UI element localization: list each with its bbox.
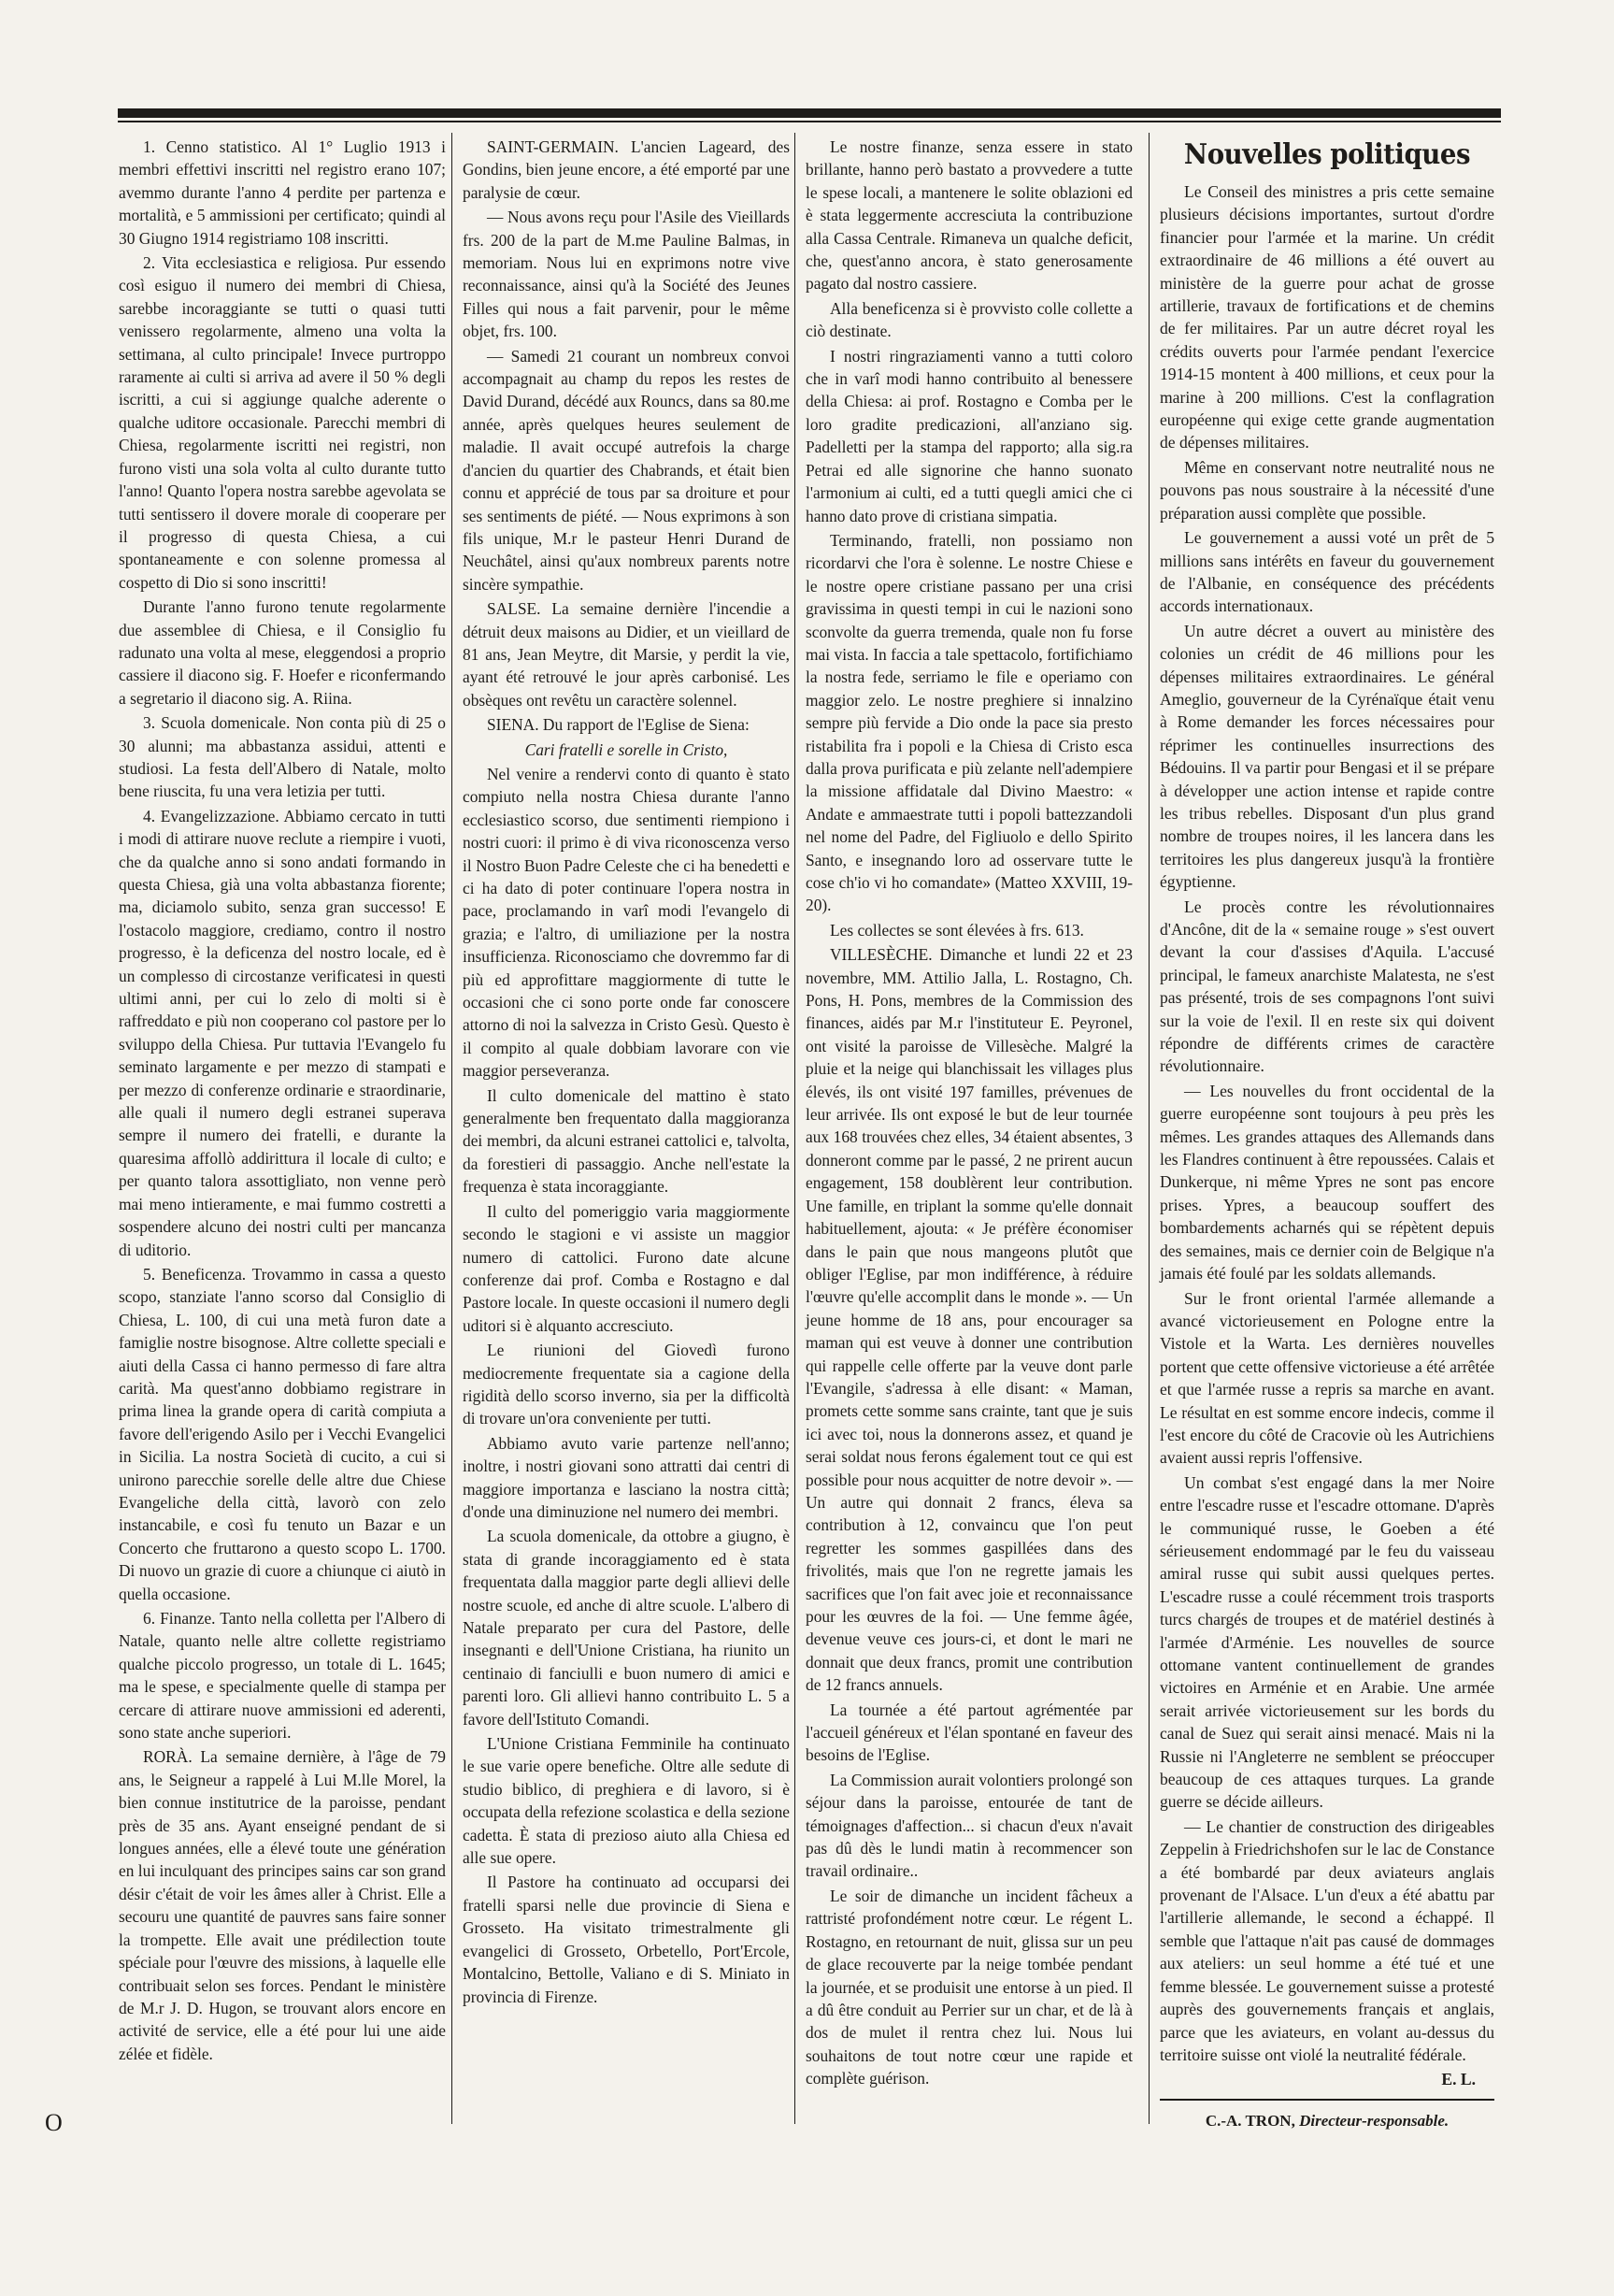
- salutation: Cari fratelli e sorelle in Cristo,: [524, 739, 728, 759]
- paragraph: 1. Cenno statistico. Al 1° Luglio 1913 i membri effettivi inscritti nel registro erano 107; avemmo durante l'anno 4 perdite per partenza e mortalità, e 5 ammissioni per certificato; quindi al 30 Giugno 1914 registriamo 108 inscritti.: [119, 137, 446, 248]
- paragraph: Il culto domenicale del mattino è stato generalmente ben frequentato dalla maggioranza dei membri, da alcuni estranei cattolici e, talvolta, da forestieri di passaggio. Anche nell'estate la frequenza è stata incoraggiante.: [463, 1085, 790, 1197]
- paragraph: Le soir de dimanche un incident fâcheux a rattristé profondément notre cœur. Le régent L. Rostagno, en retournant de nuit, glissa sur un peu de glace recouverte par la neige tombée pendant la journée, et se produisit une entorse à un pied. Il a dû être conduit au Perrier sur un char, et de là à dos de mulet il rentra chez lui. Nous lui souhaitons de tout notre cœur une rapide et complète guérison.: [806, 1886, 1133, 2088]
- paragraph: Un autre décret a ouvert au ministère des colonies un crédit de 46 millions pour les dépenses militaires extraordinaires. Le général Ameglio, gouverneur de la Cyrénaïque était venu à Rome demander les forces nécessaires pour réprimer les continuelles insurrections des Bédouins. Il va partir pour Bengasi et il se prépare à développer une action intense et rapide contre les tribus rebelles. Disposant d'un plus grand nombre de troupes noires, il les lancera dans les territoires les plus dangereux jusqu'à la frontière égyptienne.: [1160, 621, 1494, 892]
- paragraph: — Le chantier de construction des dirigeables Zeppelin à Friedrichshofen sur le lac de Constance a été bombardé par deux aviateurs anglais provenant de l'Alsace. L'un d'eux a été abattu par l'artillerie allemande, le second a échappé. Il semble que l'attaque n'ait pas causé de dommages aux ateliers: un seul homme a été tué et une femme blessée. Le gouvernement suisse a protesté auprès des gouvernements français et anglais, parce que les aviateurs, en volant au-dessus du territoire suisse ont violé la neutralité fédérale.: [1160, 1816, 1494, 2064]
- paragraph: — Nous avons reçu pour l'Asile des Vieillards frs. 200 de la part de M.me Pauline Balmas, in memoriam. Nous lui en exprimons notre vive reconnaissance, ainsi qu'à la Société des Jeunes Filles qui nous a fait parvenir, pour le même objet, frs. 100.: [463, 208, 790, 341]
- column-4: [1160, 136, 1494, 2132]
- top-rule: [118, 108, 1501, 118]
- paragraph: Sur le front oriental l'armée allemande a avancé victorieusement en Pologne entre la Vistole et la Warta. Les dernières nouvelles portent que cette offensive victorieuse a été arrêtée et que l'armée russe a repris sa marche en avant. Le résultat en est somme encore indecis, comme il l'est encore du côté de Cracovie où les Autrichiens avaient aussi repris l'offensive.: [1160, 1288, 1494, 1468]
- column-2: [463, 136, 790, 2010]
- paragraph: SIENA. Du rapport de l'Eglise de Siena:: [487, 715, 750, 735]
- paragraph: — Samedi 21 courant un nombreux convoi accompagnait au champ du repos les restes de David Durand, décédé aux Rouncs, dans sa 80.me année, après quelques heures seulement de maladie. Il avait occupé autrefois la charge d'ancien du quartier des Chabrands, et était bien connu et apprécié de tous par sa droiture et pour ses sentiments de piété. — Nous exprimons à son fils unique, M.r le pasteur Henri Durand de Neuchâtel, ainsi qu'aux nombreux parents notre sincère sympathie.: [463, 346, 790, 594]
- section-title: Nouvelles politiques: [1183, 138, 1471, 171]
- paragraph: I nostri ringraziamenti vanno a tutti coloro che in varî modi hanno contribuito al benessere della Chiesa: ai prof. Rostagno e Comba per le loro gradite predicazioni, all'anziano sig. Padelletti per la stampa del rapporto; alla sig.ra Petrai ed alle signorine che hanno suonato l'armonium ai culti, ed a tutti quegli amici che ci hanno dato prove di cristiana simpatia.: [806, 346, 1133, 525]
- paragraph: — Les nouvelles du front occidental de la guerre européenne sont toujours à peu près les mêmes. Les grandes attaques des Allemands dans les Flandres continuent à être repoussées. Calais et Dunkerque, ni même Ypres ne sont pas encore prises. Ypres, a beaucoup souffert des bombardements acharnés qui se répètent depuis des semaines, mais ce dernier coin de Belgique n'a jamais été foulé par les soldats allemands.: [1160, 1081, 1494, 1284]
- paragraph: Nel venire a rendervi conto di quanto è stato compiuto nella nostra Chiesa durante l'anno ecclesiastico scorso, due sentimenti riempiono i nostri cuori: il primo è di viva riconoscenza verso il Nostro Buon Padre Celeste che ci ha benedetti e ci ha dato di poter continuare l'opera nostra in pace, proclamando in varî modi l'evangelo di grazia; e l'altro, di umiliazione per la nostra insufficienza. Riconosciamo che dovremmo far di più ed approfittare maggiormente di tutte le occasioni che ci sono porte onde far conoscere attorno di noi la salvezza in Cristo Gesù. Questo è il compito al quale dobbiam lavorare con vie maggior perseveranza.: [463, 764, 790, 1081]
- paragraph: 3. Scuola domenicale. Non conta più di 25 o 30 alunni; ma abbastanza assidui, attenti e studiosi. La festa dell'Albero di Natale, molto bene riuscita, fu una vera letizia per tutti.: [119, 713, 446, 801]
- column-divider: [794, 133, 795, 2124]
- column-3: [806, 136, 1133, 2092]
- paragraph: 6. Finanze. Tanto nella colletta per l'Albero di Natale, quanto nelle altre collette registriamo qualche piccolo progresso, un totale di L. 1645; ma le spese, e specialmente quelle di stampa per cercare di attirare nuove ammissioni ed aderenti, sono state anche superiori.: [119, 1609, 446, 1743]
- paragraph: SALSE. La semaine dernière l'incendie a détruit deux maisons au Didier, et un vieillard de 81 ans, Jean Meytre, dit Marsie, y perdit la vie, ayant été retrouvé le jour après carbonisé. Les obsèques ont revêtu un caractère solennel.: [463, 599, 790, 710]
- editor-role: Directeur-responsable.: [1299, 2111, 1450, 2130]
- paragraph: Il culto del pomeriggio varia maggiormente secondo le stagioni e vi assiste un maggior numero di cattolici. Furono date alcune conferenze dai prof. Comba e Rostagno e dal Pastore locale. In queste occasioni il numero degli uditori si è alquanto accresciuto.: [463, 1201, 790, 1335]
- paragraph: La Commission aurait volontiers prolongé son séjour dans la paroisse, entourée de tant de témoignages d'affection... si chacun d'eux n'avait pas dû dès le lundi matin à recommencer son travail ordinaire..: [806, 1770, 1133, 1881]
- editor-name: C.-A. TRON,: [1205, 2111, 1295, 2130]
- stray-mark: O: [45, 2109, 63, 2136]
- paragraph: 5. Beneficenza. Trovammo in cassa a questo scopo, stanziate l'anno scorso dal Consiglio di Chiesa, L. 100, di cui una metà furon date a famiglie nostre bisognose. Altre collette speciali e aiuti della Cassa ci hanno permesso di fare altra carità. Ma quest'anno dobbiamo registrare in prima linea la grande opera di carità compiuta a favore dell'erigendo Asilo per i Vecchi Evangelici in Sicilia. La nostra Società di cucito, a cui si unirono parecchie sorelle delle altre due Chiese Evangeliche della città, lavorò con zelo instancabile, e così fu tenuto un Bazar e un Concerto che fruttarono a questo scopo L. 1700. Di nuovo un grazie di cuore a chiunque ci aiutò in quella occasione.: [119, 1264, 446, 1603]
- paragraph: RORÀ. La semaine dernière, à l'âge de 79 ans, le Seigneur a rappelé à Lui M.lle Morel, la bien connue institutrice de la paroisse, pendant près de 35 ans. Ayant enseigné pendant de si longues années, elle a élevé toute une génération en lui inculquant des principes sains car son grand désir c'était de voir les âmes aller à Christ. Elle a secouru une quantité de pauvres sans faire sonner la trompette. Elle avait une prédilection toute spéciale pour l'œuvre des missions, à laquelle elle contribuait selon ses forces. Pendant le ministère de M.r J. D. Hugon, se trouvant alors encore en activité de service, elle a été pour lui une aide zélée et fidèle.: [119, 1747, 446, 2063]
- paragraph: Le nostre finanze, senza essere in stato brillante, hanno però bastato a provvedere a tutte le spese locali, a mantenere le solite oblazioni ed è stata leggermente accresciuta la contribuzione alla Cassa Centrale. Rimaneva un qualche deficit, che, quest'anno ancora, è stato generosamente pagato dal nostro cassiere.: [806, 137, 1133, 294]
- paragraph: L'Unione Cristiana Femminile ha continuato le sue varie opere benefiche. Oltre alle sedute di studio biblico, di preghiera e di lavoro, si è occupata della refezione scolastica e della sezione cadetta. È stata di prezioso aiuto alla Chiesa ed alle sue opere.: [463, 1734, 790, 1868]
- paragraph: Même en conservant notre neutralité nous ne pouvons pas nous soustraire à la nécessité d'une préparation aussi complète que possible.: [1160, 457, 1494, 523]
- paragraph: 4. Evangelizzazione. Abbiamo cercato in tutti i modi di attirare nuove reclute a riempire i vuoti, che da qualche anno si sono andati formando in questa Chiesa, già una volta abbastanza fiorente; ma, diciamolo subito, senza gran successo! E l'ostacolo maggiore, crediamo, contro il nostro progresso, è la deficenza del nostro locale, ed è un complesso di circostanze verificatesi in questi ultimi anni, per cui lo zelo di molti si è raffreddato e più non cooperano col pastore per lo sviluppo della Chiesa. Pur tuttavia l'Evangelo fu seminato largamente e per mezzo di stampati e per mezzo di conferenze ordinarie e straordinarie, alle quali il numero degli estranei superava sempre il numero dei fratelli, e durante la quaresima affollò addirittura il locale di culto; e per quanto talora assottigliato, non venne però mai meno intieramente, e mai fummo costretti a sospendere alcuno dei nostri culti per mancanza di uditorio.: [119, 806, 446, 1259]
- author-signature: E. L.: [1441, 2070, 1476, 2089]
- paragraph: La tournée a été partout agrémentée par l'accueil généreux et l'élan spontané en faveur des besoins de l'Eglise.: [806, 1700, 1133, 1765]
- editor-credit: [1160, 2110, 1494, 2132]
- paragraph: Le procès contre les révolutionnaires d'Ancône, dit de la « semaine rouge » s'est ouvert devant la cour d'assises d'Aquila. L'accusé principal, le fameux anarchiste Malatesta, ne s'est pas présenté, trois de ses compagnons l'ont suivi sur la voie de l'exil. Il en reste six qui doivent répondre de différents crimes de caractère révolutionnaire.: [1160, 897, 1494, 1076]
- paragraph: Un combat s'est engagé dans la mer Noire entre l'escadre russe et l'escadre ottomane. D'après le communiqué russe, le Goeben a été sérieusement endommagé par le feu du vaisseau amiral russe qui subit aussi quelques pertes. L'escadre russe a coulé récemment trois trasports turcs chargés de troupes et de matériel destinés à l'armée d'Arménie. Les nouvelles de source ottomane vantent continuellement de grandes victoires en Arménie et en Arabie. Une armée serait arrivée victorieusement sur les bords du canal de Suez qui serait ainsi menacé. Mais ni la Russie ni l'Angleterre ne semblent se préoccuper beaucoup de ces attaques turques. La grande guerre se décide ailleurs.: [1160, 1472, 1494, 1812]
- paragraph: Terminando, fratelli, non possiamo non ricordarvi che l'ora è solenne. Le nostre Chiese e le nostre opere cristiane passano per una crisi gravissima in questi tempi in cui le nazioni sono sconvolte da guerra tremenda, quale non fu forse mai vista. In faccia a tale spettacolo, fortifichiamo la nostra fede, serriamo le file e operiamo con maggior zelo. Le nostre preghiere si innalzino sempre più fervide a Dio onde la pace sia presto ristabilita fra i popoli e la Chiesa di Cristo esca dalla prova purificata e più zelante nell'adempiere la missione affidatale dal Divino Maestro: « Andate e ammaestrate tutti i popoli battezzandoli nel nome del Padre, del Figliuolo e dello Spirito Santo, e insegnando loro ad osservare tutte le cose ch'io vi ho comandate» (Matteo XXVIII, 19-20).: [806, 530, 1133, 915]
- footer-rule: [1160, 2099, 1494, 2101]
- paragraph: Les collectes se sont élevées à frs. 613.: [830, 920, 1084, 940]
- paragraph: La scuola domenicale, da ottobre a giugno, è stata di grande incoraggiamento ed è stata frequentata dalla maggior parte degli allievi delle nostre scuole, ed anche di altre scuole. L'albero di Natale preparato per cura del Pastore, delle insegnanti e dell'Unione Cristiana, ha riunito un centinaio di fanciulli e buon numero di amici e parenti loro. Gli allievi hanno contribuito L. 5 a favore dell'Istituto Comandi.: [463, 1527, 790, 1729]
- column-divider: [451, 133, 452, 2124]
- paragraph: Durante l'anno furono tenute regolarmente due assemblee di Chiesa, e il Consiglio fu radunato una volta al mese, eleggendosi a proprio cassiere il diacono sig. F. Hoefer e riconfermando a segretario il diacono sig. A. Riina.: [119, 597, 446, 708]
- column-divider: [1149, 133, 1150, 2124]
- paragraph: 2. Vita ecclesiastica e religiosa. Pur essendo così esiguo il numero dei membri di Chiesa, sarebbe incoraggiante se tutti o quasi tutti venissero regolarmente, almeno una volta la settimana, al culto principale! Invece purtroppo raramente ai culti si arriva ad avere il 50 % degli iscritti, a cui si aggiunge qualche aderente o qualche uditore occasionale. Parecchi membri di Chiesa, regolarmente iscritti nei registri, non furono visti una sola volta al culto durante tutto l'anno! Quanto l'opera nostra sarebbe agevolata se tutti sentissero il dovere morale di cooperare per il progresso di questa Chiesa, a cui spontaneamente e con solenne promessa al cospetto di Dio si sono inscritti!: [119, 253, 446, 592]
- top-rule-thin: [118, 121, 1501, 122]
- paragraph: Il Pastore ha continuato ad occuparsi dei fratelli sparsi nelle due provincie di Siena e Grosseto. Ha visitato trimestralmente gli evangelici di Grosseto, Orbetello, Port'Ercole, Montalcino, Bettolle, Valiano e di S. Miniato in provincia di Firenze.: [463, 1873, 790, 2006]
- paragraph: Le riunioni del Giovedì furono mediocremente frequentate sia a cagione della rigidità dello scorso inverno, sia per la difficoltà di trovare un'ora conveniente per tutti.: [463, 1341, 790, 1428]
- paragraph: Le gouvernement a aussi voté un prêt de 5 millions sans intérêts en faveur du gouvernement de l'Albanie, en conséquence des précédents accords internationaux.: [1160, 528, 1494, 616]
- paragraph: Alla beneficenza si è provvisto colle collette a ciò destinate.: [806, 298, 1133, 341]
- paragraph: SAINT-GERMAIN. L'ancien Lageard, des Gondins, bien jeune encore, a été emporté par une paralysie de cœur.: [463, 137, 790, 202]
- paragraph: Le Conseil des ministres a pris cette semaine plusieurs décisions importantes, surtout d'ordre financier pour l'armée et la marine. Un crédit extraordinaire de 46 millions a été ouvert au ministère de la guerre pour achat de grosse artillerie, travaux de fortifications et de chemins de fer militaires. Par un autre décret royal les crédits ouverts pour l'armée pendant l'exercice 1914-15 montent à 400 millions, et ceux pour la marine à 200 millions. C'est la conflagration européenne qui exige cette grande augmentation de dépenses militaires.: [1160, 182, 1494, 452]
- paragraph: VILLESÈCHE. Dimanche et lundi 22 et 23 novembre, MM. Attilio Jalla, L. Rostagno, Ch. Pons, H. Pons, membres de la Commission des finances, aidés par M.r l'instituteur E. Peyronel, ont visité la paroisse de Villesèche. Malgré la pluie et la neige qui blanchissait les villages plus élevés, ils ont visité 197 familles, prévenues de leur arrivée. Ils ont exposé le but de leur tournée aux 168 trouvées chez elles, 34 étaient absentes, 3 donneront comme par le passé, 2 ne prirent aucun engagement, 158 doublèrent leur contribution. Une famille, en triplant la somme qu'elle donnait habituellement, ajouta: « Je préfère économiser dans le pain que nous mangeons plutôt que obliger l'Eglise, par mon indifférence, à réduire l'œuvre qu'elle accomplit dans le monde ». — Un jeune homme de 18 ans, pour encourager sa maman qui est veuve à donner une contribution qui rappelle celle offerte par la veuve dont parle l'Evangile, s'adressa à elle disant: « Maman, promets cette somme sans crainte, tant que je suis ici avec toi, nous la donnerons assez, et quand je serai soldat nous ferons également tout ce qui est possible pour nous acquitter de notre devoir ». — Un autre qui donnait 2 francs, éleva sa contribution à 12, convaincu que l'on peut regretter les sommes gaspillées dans des frivolités, mais que l'on ne regrette jamais les sacrifices que l'on fait avec joie et reconnaissance pour les œuvres de la foi. — Une femme âgée, devenue veuve ces jours-ci, et dont le mari ne donnait que deux francs, promit une contribution de 12 francs annuels.: [806, 945, 1133, 1695]
- column-1: [119, 136, 446, 2067]
- paragraph: Abbiamo avuto varie partenze nell'anno; inoltre, i nostri giovani sono attratti dai centri di maggiore importanza e lasciano la nostra città; d'onde una diminuzione nel numero dei membri.: [463, 1433, 790, 1521]
